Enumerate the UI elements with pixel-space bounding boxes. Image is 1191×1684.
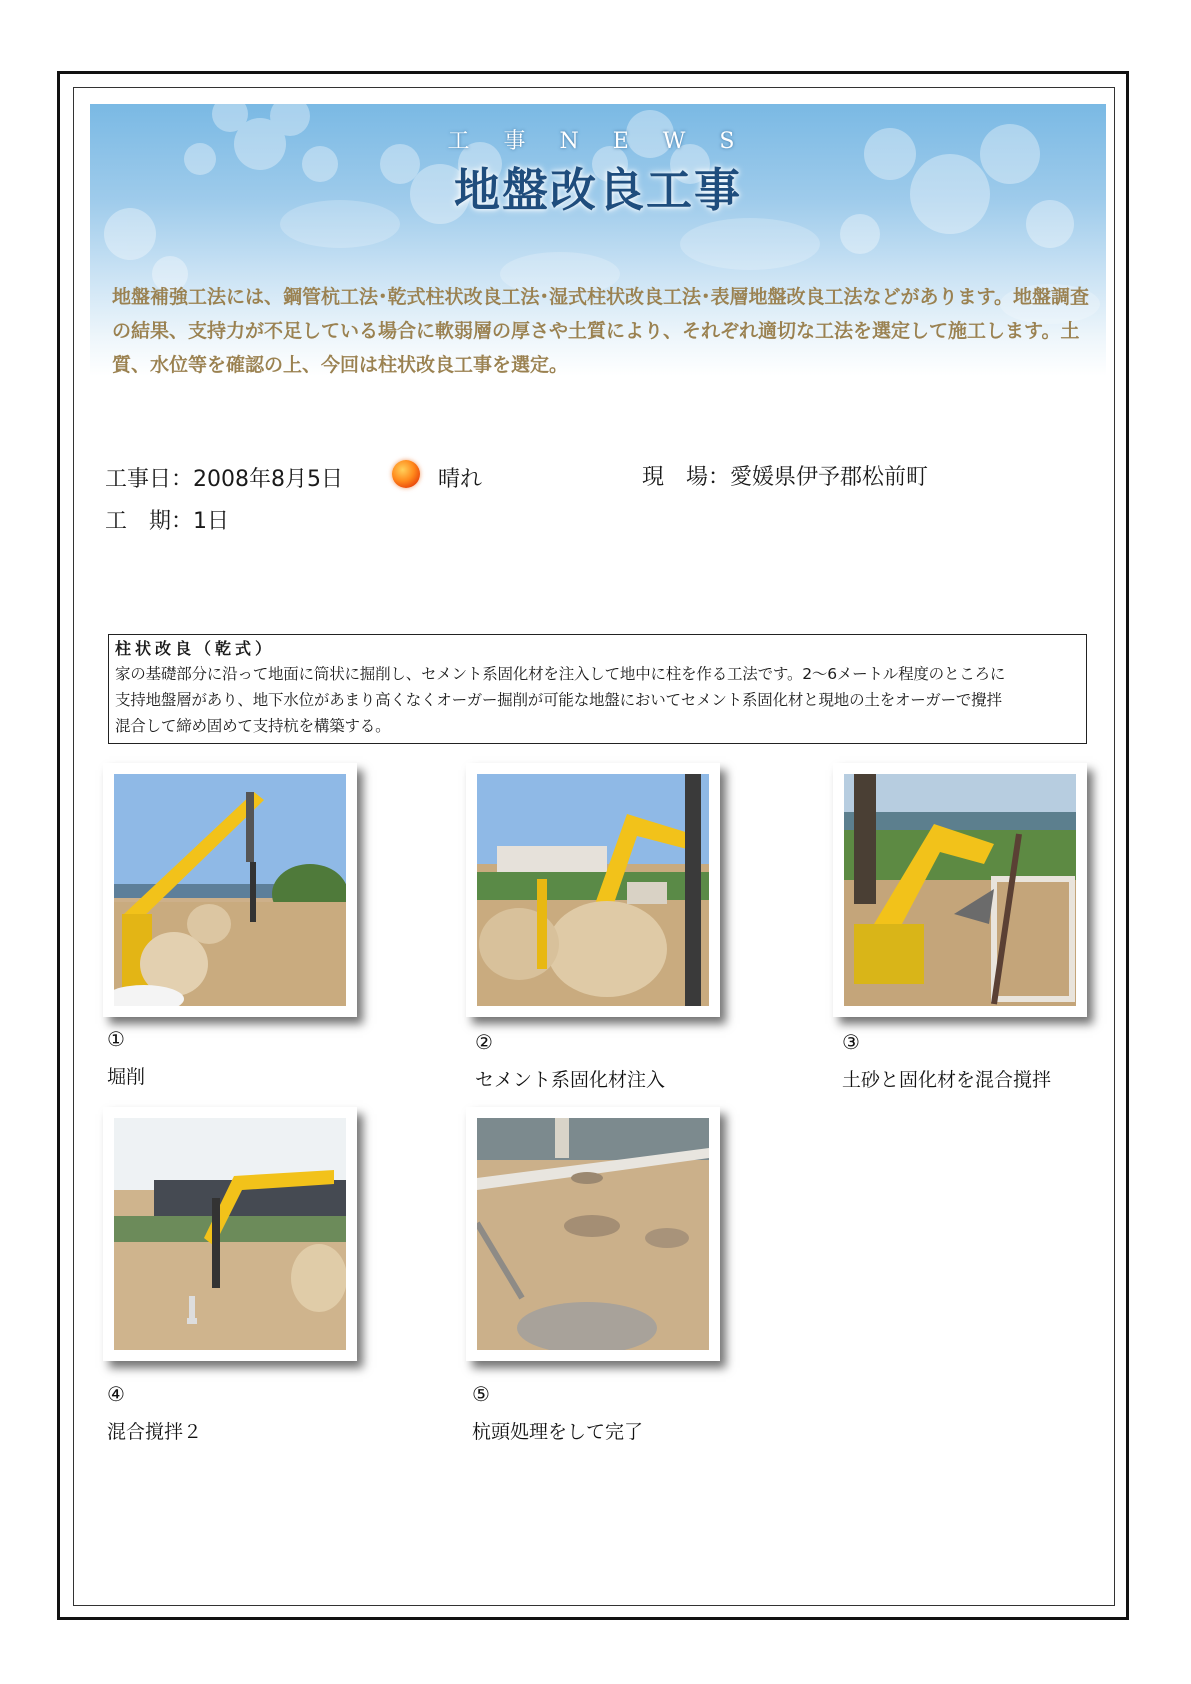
method-line: 支持地盤層があり、地下水位があまり高くなくオーガー掘削が可能な地盤においてセメント系固化材と現地の土をオーガーで攪拌 [115, 691, 1002, 709]
photo-caption: 土砂と固化材を混合撹拌 [842, 1069, 1052, 1091]
photo-caption: 杭頭処理をして完了 [472, 1421, 644, 1443]
photo-caption: 堀削 [107, 1066, 146, 1088]
method-line: 混合して締め固めて支持杭を構築する。 [115, 717, 391, 735]
photo-caption: セメント系固化材注入 [475, 1069, 666, 1091]
photo-mixing-2 [103, 1107, 357, 1361]
photo-number: ⑤ [472, 1382, 490, 1406]
page-title: 地盤改良工事 [454, 163, 742, 217]
method-line: 家の基礎部分に沿って地面に筒状に掘削し、セメント系固化材を注入して地中に柱を作る工法です。2～6メートル程度のところに [115, 665, 1006, 683]
intro-paragraph: 地盤補強工法には、鋼管杭工法･乾式柱状改良工法･湿式柱状改良工法･表層地盤改良工法などがあります。地盤調査の結果、支持力が不足している場合に軟弱層の厚さや土質により、それぞれ適切な工法を選定して施工します。土質、水位等を確認の上、今回は柱状改良工事を選定。 [112, 286, 1089, 376]
method-title: 柱状改良（乾式） [115, 639, 276, 658]
news-banner [90, 104, 1106, 376]
photo-number: ③ [842, 1030, 860, 1054]
banner-kicker: 工事NEWS [447, 129, 769, 154]
work-period: 工 期：1日 [105, 509, 229, 534]
photo-pile-head-finish [466, 1107, 720, 1361]
photo-caption: 混合撹拌２ [107, 1421, 203, 1443]
photo-number: ④ [107, 1382, 125, 1406]
method-body [115, 661, 1080, 739]
method-description-box [108, 634, 1087, 744]
photo-number: ② [475, 1030, 493, 1054]
site-location: 現 場：愛媛県伊予郡松前町 [642, 465, 929, 490]
photo-number: ① [107, 1027, 125, 1051]
photo-excavation [103, 763, 357, 1017]
weather-text: 晴れ [438, 467, 483, 492]
work-date: 工事日：2008年8月5日 [105, 467, 343, 492]
photo-cement-injection [466, 763, 720, 1017]
photo-soil-mixing [833, 763, 1087, 1017]
sun-icon [392, 460, 420, 488]
